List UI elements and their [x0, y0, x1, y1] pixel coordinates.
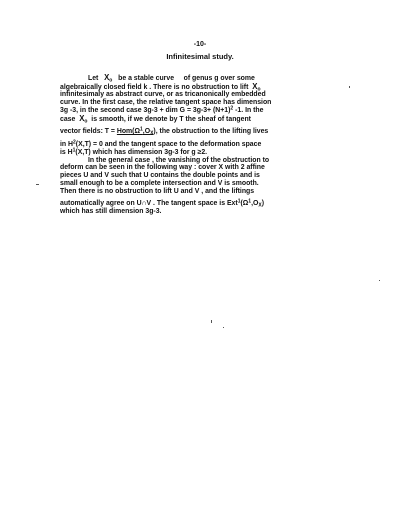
margin-mark	[349, 86, 350, 88]
p1-line-8: in $H^2(X,T) = 0$ and the tangent space to the deformation space	[60, 139, 262, 149]
section-title: Infinitesimal study.	[166, 52, 234, 61]
p2-line-2: deform can be seen in the following way : cover X with 2 affine	[60, 164, 265, 172]
p1-line-6: case $X_o$ is smooth, if we denote by T the sheaf of tangent	[60, 113, 251, 125]
p1-line-5: 3g -3, in the second case 3g-3 + dim $G = 3g-3+ (N+1)^2$ -1. In the	[60, 105, 264, 114]
curve-symbol: $X_o$	[104, 73, 113, 84]
p1-line-1: Let $X_o$ be a stable curve of genus g over some	[88, 73, 255, 84]
p2-line-6: automatically agree on U∩V . The tangent space is $Ext^1(\Omega^1,O_X)$	[60, 198, 264, 209]
p1-line-2: algebraically closed field k . There is no obstruction to lift $X_o$	[60, 81, 261, 93]
p1-line-9: is $H^1(X,T)$ which has dimension 3g-3 for g ≥2.	[60, 147, 208, 156]
margin-mark	[36, 184, 39, 185]
body-text	[60, 74, 350, 216]
page-number: -10-	[193, 41, 207, 48]
margin-mark	[379, 280, 380, 281]
p2-line-4: small enough to be a complete intersection and V is smooth.	[60, 179, 259, 187]
margin-mark	[211, 320, 212, 323]
p2-line-7: which has still dimension 3g-3.	[60, 208, 162, 216]
p1-line-4: curve. In the first case, the relative tangent space has dimension	[60, 99, 272, 107]
p2-line-1: In the general case , the vanishing of the obstruction to	[88, 156, 270, 164]
margin-mark	[223, 327, 224, 328]
p1-line-7: vector fields: $T = Hom(\Omega^1,O_X)$, the obstruction to the lifting lives	[60, 126, 269, 137]
p1-line-3: infinitesimaly as abstract curve, or as tricanonically embedded	[60, 91, 266, 99]
p2-line-3: pieces U and V such that U contains the double points and is	[60, 172, 260, 180]
p2-line-5: Then there is no obstruction to lift U and V , and the liftings	[60, 187, 255, 195]
